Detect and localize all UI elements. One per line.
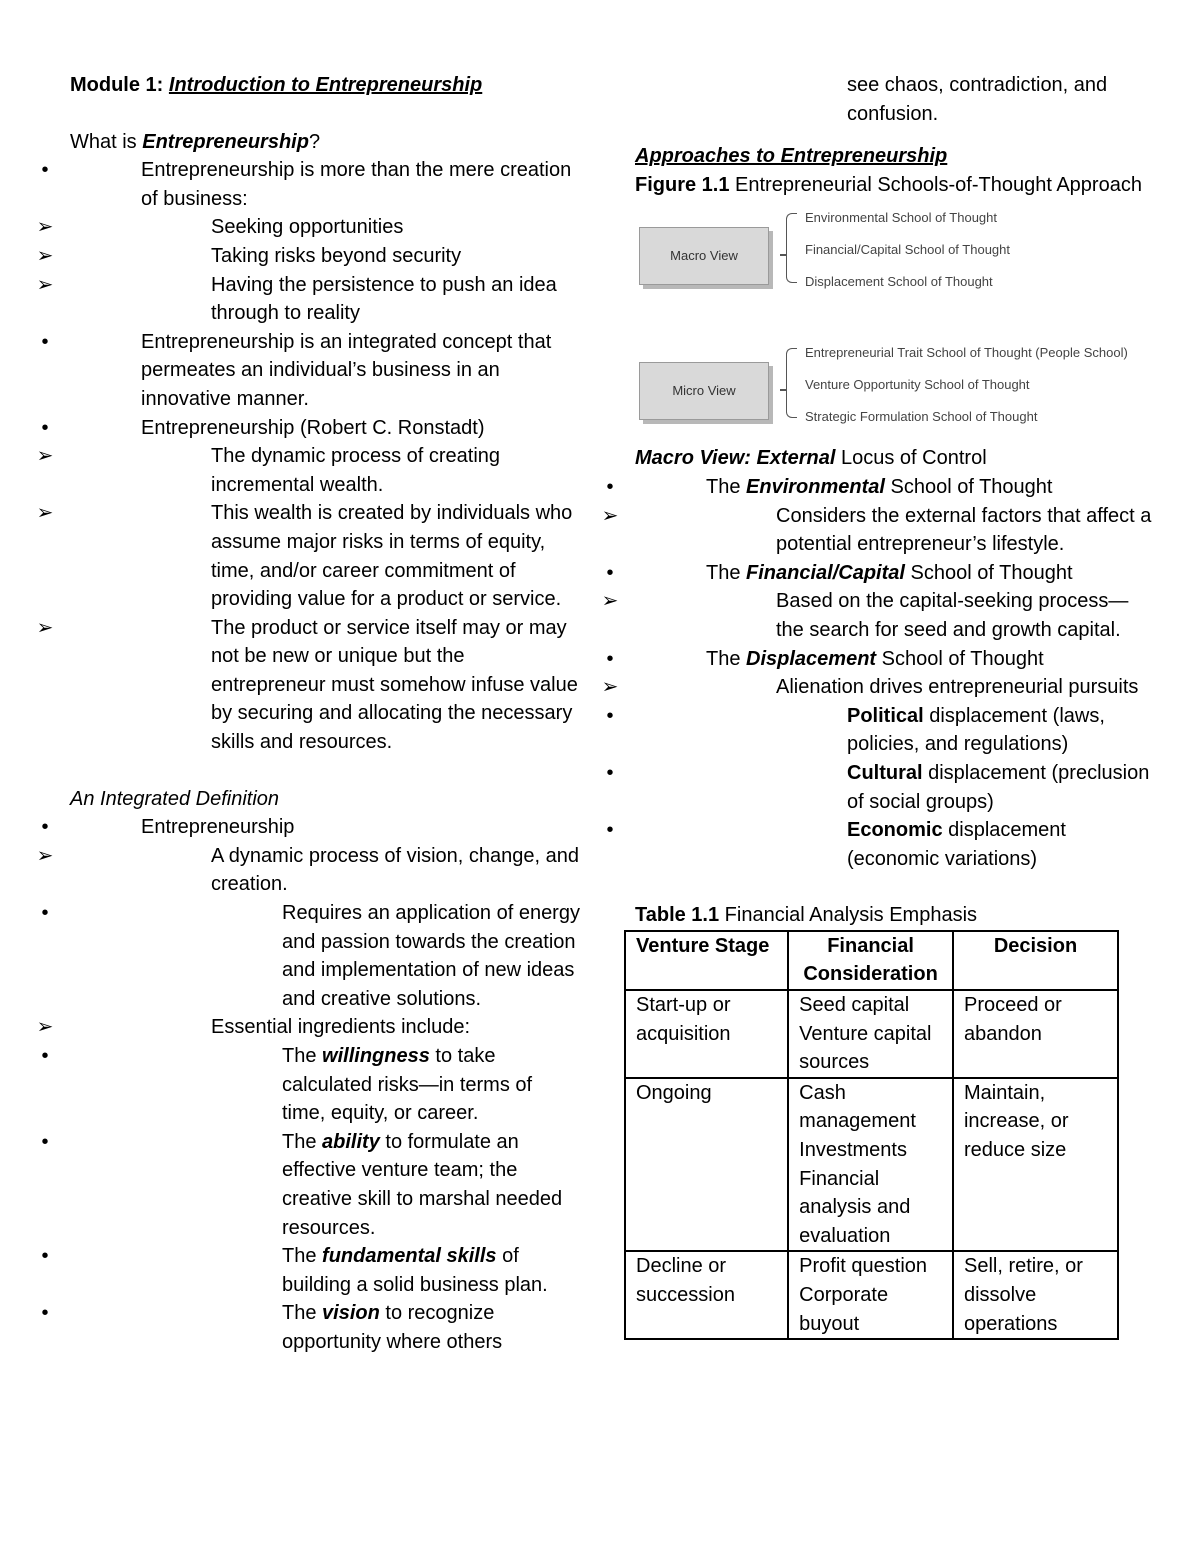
bullet-icon: • [41,1045,49,1067]
bullet-icon: • [606,647,614,670]
bullet-icon: • [41,1130,49,1153]
bullet-text: Taking risks beyond security [211,244,462,267]
list-item [41,1299,580,1356]
list-item [601,587,1155,644]
bullet-text: This wealth is created by individuals who assume major risks in terms of equity, time, and/or career commitment of providing value for a product or service. [211,502,573,611]
micro-brace-tip [780,389,786,391]
continuation-text: see chaos, contradiction, and confusion. [847,74,1108,125]
macro-brace-icon [786,213,797,283]
macro-heading-rest: Locus of Control [835,447,987,470]
list-item [601,502,1155,559]
arrow-bullet-icon: ➢ [601,590,619,613]
integrated-definition-heading: An Integrated Definition [70,787,280,810]
macro-school-item: Environmental School of Thought [805,210,997,226]
ingredient-pre: The [282,1245,323,1268]
list-item [601,673,1155,702]
bullet-icon: • [606,761,614,784]
consideration-line: Cash management [799,1081,916,1133]
bullet-text: Having the persistence to push an idea through to reality [211,273,557,325]
what-is-heading [70,128,580,157]
arrow-bullet-icon: ➢ [36,844,54,867]
list-item [36,271,580,328]
school-emphasis: Financial/Capital [746,561,905,584]
ingredient-pre: The [282,1045,323,1067]
macro-view-box: Macro View [639,227,769,285]
what-is-suffix: ? [308,130,321,153]
table-header-row [625,931,1118,990]
displacement-desc: displacement (economic variations) [847,819,1066,870]
figure-caption [635,171,1155,200]
list-item [606,816,1155,873]
school-pre: The [706,475,747,498]
arrow-bullet-icon: ➢ [36,1016,54,1039]
table-row [625,990,1118,1078]
ingredient-pre: The [282,1302,323,1325]
ingredient-post: to take calculated risks—in terms of time, equity, or career. [282,1045,533,1125]
list-item [41,1128,580,1242]
arrow-bullet-icon: ➢ [601,676,619,699]
decision-cell: Sell, retire, or dissolve operations [953,1251,1118,1339]
displacement-type: Cultural [847,761,923,784]
arrow-bullet-icon: ➢ [36,616,54,639]
bullet-text: A dynamic process of vision, change, and creation. [211,844,579,896]
arrow-bullet-icon: ➢ [36,445,54,468]
bullet-icon: • [606,704,614,727]
table-label: Table 1.1 [635,904,720,927]
table-row [625,1251,1118,1339]
ingredient-pre: The [282,1130,323,1153]
list-item [36,499,580,613]
module-heading [70,71,580,100]
school-emphasis: Environmental [746,475,885,498]
decision-cell: Maintain, increase, or reduce size [953,1078,1118,1252]
bullet-icon: • [41,902,49,925]
list-item [606,559,1155,588]
bullet-icon: • [41,416,49,439]
bullet-icon: • [41,1245,49,1268]
consideration-line: Corporate buyout [799,1284,889,1335]
ingredient-post: of building a solid business plan. [282,1245,548,1296]
consideration-cell [788,1251,953,1339]
micro-school-item: Strategic Formulation School of Thought [805,409,1038,425]
financial-analysis-table [624,930,1119,1340]
module-title: Introduction to Entrepreneurship [168,74,483,96]
macro-brace-tip [780,254,786,256]
ingredient-post: to formulate an effective venture team; the creative skill to marshal needed resources. [282,1130,563,1239]
bullet-icon: • [41,330,49,353]
micro-school-item: Venture Opportunity School of Thought [805,377,1030,393]
school-pre: The [706,561,747,584]
what-is-prefix: What is [70,130,143,153]
list-item [41,328,580,414]
list-item [41,1042,580,1128]
list-item [41,813,580,842]
table-caption [635,901,1155,930]
list-item [36,842,580,899]
figure-label: Figure 1.1 [635,173,730,196]
bullet-text: The product or service itself may or may not be new or unique but the entrepreneur must somehow infuse value by securing and allocating the necessary skills and resources. [211,616,578,754]
arrow-bullet-icon: ➢ [601,504,619,527]
consideration-line: Venture capital sources [799,1022,932,1074]
list-item [36,242,580,271]
macro-school-item: Displacement School of Thought [805,274,993,290]
list-item [41,414,580,443]
column-header: Venture Stage [625,931,788,990]
bullet-text: Entrepreneurship (Robert C. Ronstadt) [141,416,485,439]
bullet-text: The dynamic process of creating incremental wealth. [211,445,501,496]
consideration-line: Seed capital [799,994,910,1017]
macro-view-heading [635,444,1155,473]
micro-view-box: Micro View [639,362,769,420]
bullet-icon: • [606,561,614,584]
list-item [36,213,580,242]
list-item [36,442,580,499]
table-row [625,1078,1118,1252]
bullet-text: Essential ingredients include: [211,1016,471,1039]
school-post: School of Thought [884,475,1053,498]
list-item [606,473,1155,502]
approaches-heading: Approaches to Entrepreneurship [635,145,948,168]
bullet-text: Seeking opportunities [211,216,404,239]
arrow-bullet-icon: ➢ [36,244,54,267]
stage-cell: Ongoing [625,1078,788,1252]
displacement-desc: displacement (laws, policies, and regulations) [847,704,1105,756]
school-emphasis: Displacement [746,647,877,670]
list-item [36,614,580,757]
bullet-text: Based on the capital-seeking process—the search for seed and growth capital. [776,590,1129,641]
list-item [41,156,580,213]
bullet-text: Entrepreneurship [141,816,295,839]
bullet-icon: • [41,816,49,839]
bullet-text: Considers the external factors that affect a potential entrepreneur’s lifestyle. [776,504,1152,556]
micro-brace-icon [786,348,797,418]
bullet-icon: • [41,159,49,182]
school-post: School of Thought [876,647,1044,670]
table-caption-text: Financial Analysis Emphasis [719,904,978,927]
bullet-text: Requires an application of energy and passion towards the creation and implementation of new ideas and creative solutions. [282,902,580,1010]
arrow-bullet-icon: ➢ [36,216,54,239]
macro-school-item: Financial/Capital School of Thought [805,242,1010,258]
macro-heading-emphasis: Macro View: External [635,447,836,470]
consideration-cell [788,990,953,1078]
micro-school-item: Entrepreneurial Trait School of Thought (People School) [805,345,1128,361]
bullet-text: Entrepreneurship is more than the mere creation of business: [141,159,572,210]
ingredient-post: to recognize opportunity where others [282,1302,503,1353]
list-item [36,1013,580,1042]
displacement-type: Political [847,704,924,727]
decision-cell: Proceed or abandon [953,990,1118,1078]
right-column [601,71,1155,1340]
stage-cell: Start-up or acquisition [625,990,788,1078]
ingredient-emphasis: willingness [322,1045,430,1067]
stage-cell: Decline or succession [625,1251,788,1339]
list-item [606,645,1155,674]
what-is-term: Entrepreneurship [142,130,309,153]
ingredient-emphasis: ability [322,1130,380,1153]
school-post: School of Thought [904,561,1073,584]
consideration-line: Financial analysis and evaluation [799,1167,911,1247]
column-header: Financial Consideration [788,931,953,990]
bullet-icon: • [606,475,614,498]
consideration-cell [788,1078,953,1252]
school-pre: The [706,647,747,670]
arrow-bullet-icon: ➢ [36,273,54,296]
schools-of-thought-figure [635,205,1155,430]
consideration-line: Profit question [799,1255,928,1278]
left-column [36,71,580,1357]
arrow-bullet-icon: ➢ [36,502,54,525]
ingredient-emphasis: fundamental skills [322,1245,497,1268]
list-item [41,899,580,1013]
bullet-text: Entrepreneurship is an integrated concept that permeates an individual’s business in an innovative manner. [141,330,552,410]
figure-caption-text: Entrepreneurial Schools-of-Thought Approach [729,173,1142,196]
module-label: Module 1: [70,74,164,96]
list-item [606,702,1155,759]
list-item [41,1242,580,1299]
bullet-icon: • [606,819,614,842]
column-header: Decision [953,931,1118,990]
bullet-text: Alienation drives entrepreneurial pursuits [776,676,1139,699]
bullet-icon: • [41,1302,49,1325]
list-item [606,759,1155,816]
displacement-type: Economic [847,819,943,842]
displacement-desc: displacement (preclusion of social groups) [847,761,1150,813]
consideration-line: Investments [799,1139,907,1162]
ingredient-emphasis: vision [322,1302,380,1325]
